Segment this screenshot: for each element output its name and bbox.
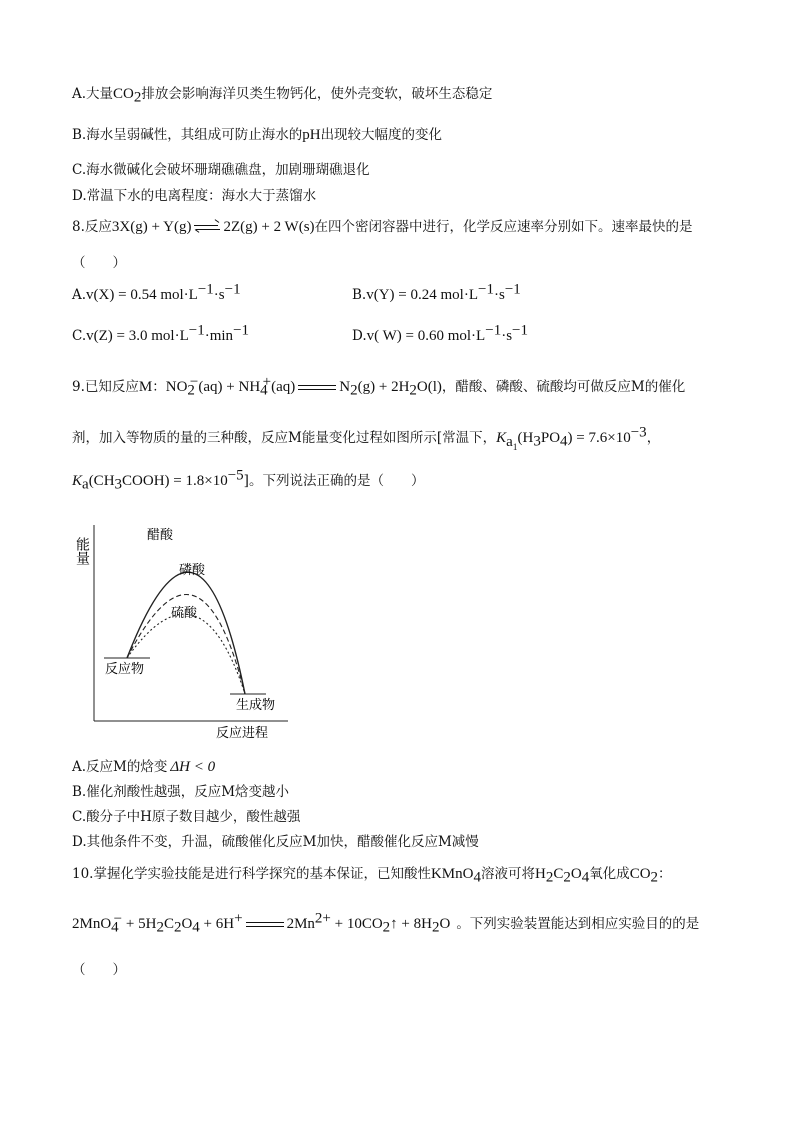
q9-stem-line3: $K_a(CH_3COOH) = 1.8\times 10^{-5}$]。下列说法正确的是（ ） xyxy=(72,467,425,493)
phosphoric-acid-label: 磷酸 xyxy=(179,563,206,578)
q8-option-d: D.v( W) = 0.60 $mol\cdot L^{-1}\cdot s^{-1}$ xyxy=(352,322,529,344)
acetic-acid-curve xyxy=(127,572,245,694)
q7-option-a: A.大量$CO_2$排放会影响海洋贝类生物钙化，使外壳变软，破坏生态稳定 xyxy=(72,86,493,106)
q8-stem: 8.反应3X(g) + Y(g) 2Z(g) + 2 W(s)在四个密闭容器中进行，化学反应速率分别如下。速率最快的是 xyxy=(72,219,693,235)
reaction-equals-icon xyxy=(246,921,284,929)
q9-option-c: C.酸分子中H原子数目越少，酸性越强 xyxy=(72,809,301,825)
q9-option-d: D.其他条件不变，升温，硫酸催化反应M加快，醋酸催化反应M减慢 xyxy=(72,834,479,850)
q7-option-d: D.常温下水的电离程度：海水大于蒸馏水 xyxy=(72,188,317,204)
q7-option-b: B.海水呈弱碱性，其组成可防止海水的pH出现较大幅度的变化 xyxy=(72,127,443,143)
q8-option-a: A.v(X) = 0.54 $mol\cdot L^{-1}\cdot s^{-1}$ xyxy=(72,281,241,303)
acetic-acid-label: 醋酸 xyxy=(147,528,174,543)
q10-equation: $2MnO_4^- + 5H_2C_2O_4 + 6H^+$ $2Mn^{2+}$ + $10CO_2↑ + 8H_2O$ 。下列实验装置能达到相应实验目的的是 xyxy=(72,910,700,936)
q10-stem-line1: 10.掌握化学实验技能是进行科学探究的基本保证，已知酸性KMnO$_4$溶液可将$H_2C_2O_4$氧化成$CO_2$： xyxy=(72,866,672,886)
sulfuric-acid-label: 硫酸 xyxy=(171,606,198,621)
equilibrium-arrow-icon xyxy=(194,223,220,233)
q7-option-c: C.海水微碱化会破坏珊瑚礁礁盘，加剧珊瑚礁退化 xyxy=(72,162,370,178)
reaction-equals-icon xyxy=(298,384,336,392)
q8-blank: （ ） xyxy=(72,255,126,271)
q8-option-c: C.v(Z) = 3.0 $mol\cdot L^{-1}\cdot\min^{-1}$ xyxy=(72,322,250,344)
q10-blank: （ ） xyxy=(72,962,126,978)
y-axis-label: 能量 xyxy=(74,537,90,565)
q9-stem-line1: 9.已知反应M：$NO_2^-(aq) + NH_4^+(aq) N_2(g) + 2H_2O(l)$，醋酸、磷酸、硫酸均可做反应M的催化 xyxy=(72,373,686,399)
q9-option-a: A.反应M的焓变 ΔH < 0 xyxy=(72,759,216,775)
x-axis-label: 反应进程 xyxy=(216,726,269,741)
reactant-label: 反应物 xyxy=(105,662,145,677)
product-label: 生成物 xyxy=(236,698,276,713)
energy-diagram xyxy=(70,515,310,745)
q8-option-b: B.v(Y) = 0.24 $mol\cdot L^{-1}\cdot s^{-1}$ xyxy=(352,281,521,303)
q9-stem-line2: 剂，加入等物质的量的三种酸，反应M能量变化过程如图所示[常温下，$K_{a_1}(H_3PO_4) = 7.6\times 10^{-3}$， xyxy=(72,424,661,453)
q9-option-b: B.催化剂酸性越强，反应M焓变越小 xyxy=(72,784,290,800)
